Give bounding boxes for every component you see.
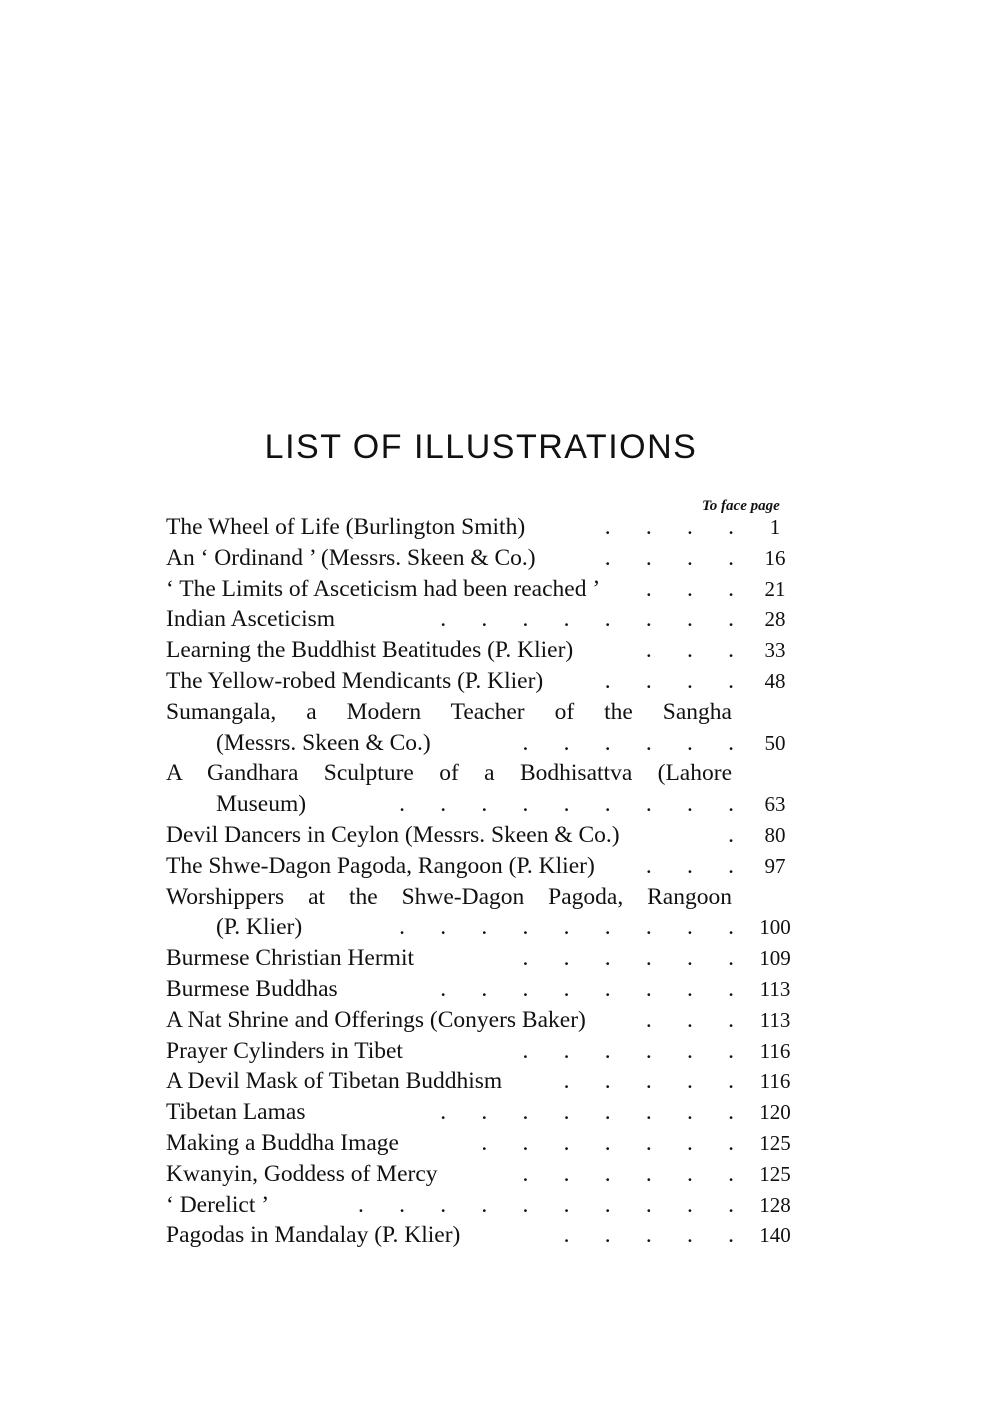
page-number: 48 [764, 668, 786, 693]
page-number: 63 [764, 792, 786, 817]
leader-dots: . . . [645, 637, 734, 664]
page-number: 113 [759, 1007, 791, 1032]
list-item [166, 851, 800, 882]
leader-dots: . . . . [604, 667, 734, 694]
page-number: 120 [759, 1100, 791, 1125]
list-item [166, 666, 800, 697]
entry-title: Burmese Buddhas [166, 975, 338, 1002]
list-item [166, 1036, 800, 1067]
entry-title: An ‘ Ordinand ’ (Messrs. Skeen & Co.) [166, 544, 536, 571]
leader-dots: . . . . . . [522, 1160, 734, 1187]
entry-title: (P. Klier) [216, 914, 303, 941]
page-number: 128 [759, 1192, 791, 1217]
entry-title: Pagodas in Mandalay (P. Klier) [166, 1222, 461, 1249]
entry-title: Prayer Cylinders in Tibet [166, 1037, 403, 1064]
leader-dots: . . . . [604, 544, 734, 571]
entry-title: Museum) [216, 791, 307, 818]
entry-title: Learning the Buddhist Beatitudes (P. Klier) [166, 637, 574, 664]
list-item [166, 1097, 800, 1128]
list-item [166, 1128, 800, 1159]
leader-dots: . . . . . . . . . [399, 791, 734, 818]
leader-dots: . . . . . . . . . [399, 914, 734, 941]
page-number: 116 [759, 1038, 791, 1063]
leader-dots: . . . [645, 1006, 734, 1033]
leader-dots: . [728, 821, 734, 848]
list-item [166, 789, 800, 820]
page-number: 113 [759, 976, 791, 1001]
page-number: 100 [759, 915, 791, 940]
list-item [166, 758, 800, 789]
page-number: 28 [764, 607, 786, 632]
list-item [166, 697, 800, 728]
list-item [166, 728, 800, 759]
entry-title: The Wheel of Life (Burlington Smith) [166, 514, 526, 540]
leader-dots: . . . . . . [522, 945, 734, 972]
leader-dots: . . . . . [563, 1068, 734, 1095]
entry-title: A Nat Shrine and Offerings (Conyers Baker) [166, 1006, 586, 1033]
list-item [166, 1159, 800, 1190]
entry-title: The Shwe-Dagon Pagoda, Rangoon (P. Klier) [166, 852, 595, 879]
entry-title: A Devil Mask of Tibetan Buddhism [166, 1068, 503, 1095]
page-number: 116 [759, 1069, 791, 1094]
entry-title: Kwanyin, Goddess of Mercy [166, 1160, 438, 1187]
list-item [166, 943, 800, 974]
column-header: To face page [702, 498, 780, 514]
list-item [166, 882, 800, 913]
leader-dots: . . . . . . [522, 1037, 734, 1064]
list-item [166, 543, 800, 574]
entry-title: ‘ The Limits of Asceticism had been reached ’ [166, 575, 601, 602]
illustrations-list [166, 512, 800, 1251]
leader-dots: . . . [645, 852, 734, 879]
entry-title: Indian Asceticism [166, 606, 336, 633]
page-number: 125 [759, 1161, 791, 1186]
leader-dots: . . . . [604, 514, 734, 540]
page-number: 97 [764, 853, 786, 878]
page-number: 1 [769, 515, 781, 539]
page-number: 50 [764, 730, 786, 755]
leader-dots: . . . . . [563, 1222, 734, 1249]
list-item [166, 1066, 800, 1097]
leader-dots: . . . . . . . . [440, 1099, 734, 1126]
page-number: 16 [764, 545, 786, 570]
list-item [166, 912, 800, 943]
leader-dots: . . . [645, 575, 734, 602]
page-number: 21 [764, 576, 786, 601]
list-item [166, 574, 800, 605]
list-item [166, 635, 800, 666]
leader-dots: . . . . . . . . [440, 606, 734, 633]
leader-dots: . . . . . . [522, 729, 734, 756]
entry-title: Sumangala, a Modern Teacher of the Sangha [166, 698, 732, 725]
list-item [166, 974, 800, 1005]
entry-title: (Messrs. Skeen & Co.) [216, 729, 431, 756]
page-number: 109 [759, 946, 791, 971]
entry-title: A Gandhara Sculpture of a Bodhisattva (Lahore [166, 760, 732, 787]
entry-title: ‘ Derelict ’ [166, 1191, 270, 1218]
list-item [166, 604, 800, 635]
list-item [166, 1190, 800, 1221]
page-number: 80 [764, 822, 786, 847]
leader-dots: . . . . . . . . . . [358, 1191, 734, 1218]
entry-title: The Yellow-robed Mendicants (P. Klier) [166, 667, 544, 694]
leader-dots: . . . . . . . . [440, 975, 734, 1002]
page-title: LIST OF ILLUSTRATIONS [264, 428, 698, 466]
page-number: 33 [764, 638, 786, 663]
list-item [166, 1220, 800, 1251]
list-item [166, 512, 800, 543]
list-item [166, 1005, 800, 1036]
entry-title: Making a Buddha Image [166, 1129, 399, 1156]
list-item [166, 820, 800, 851]
entry-title: Burmese Christian Hermit [166, 945, 415, 972]
entry-title: Worshippers at the Shwe-Dagon Pagoda, Rangoon [166, 883, 732, 910]
page-number: 140 [759, 1223, 791, 1248]
leader-dots: . . . . . . . [481, 1129, 734, 1156]
entry-title: Devil Dancers in Ceylon (Messrs. Skeen & Co.) [166, 821, 620, 848]
page-number: 125 [759, 1130, 791, 1155]
entry-title: Tibetan Lamas [166, 1099, 306, 1126]
